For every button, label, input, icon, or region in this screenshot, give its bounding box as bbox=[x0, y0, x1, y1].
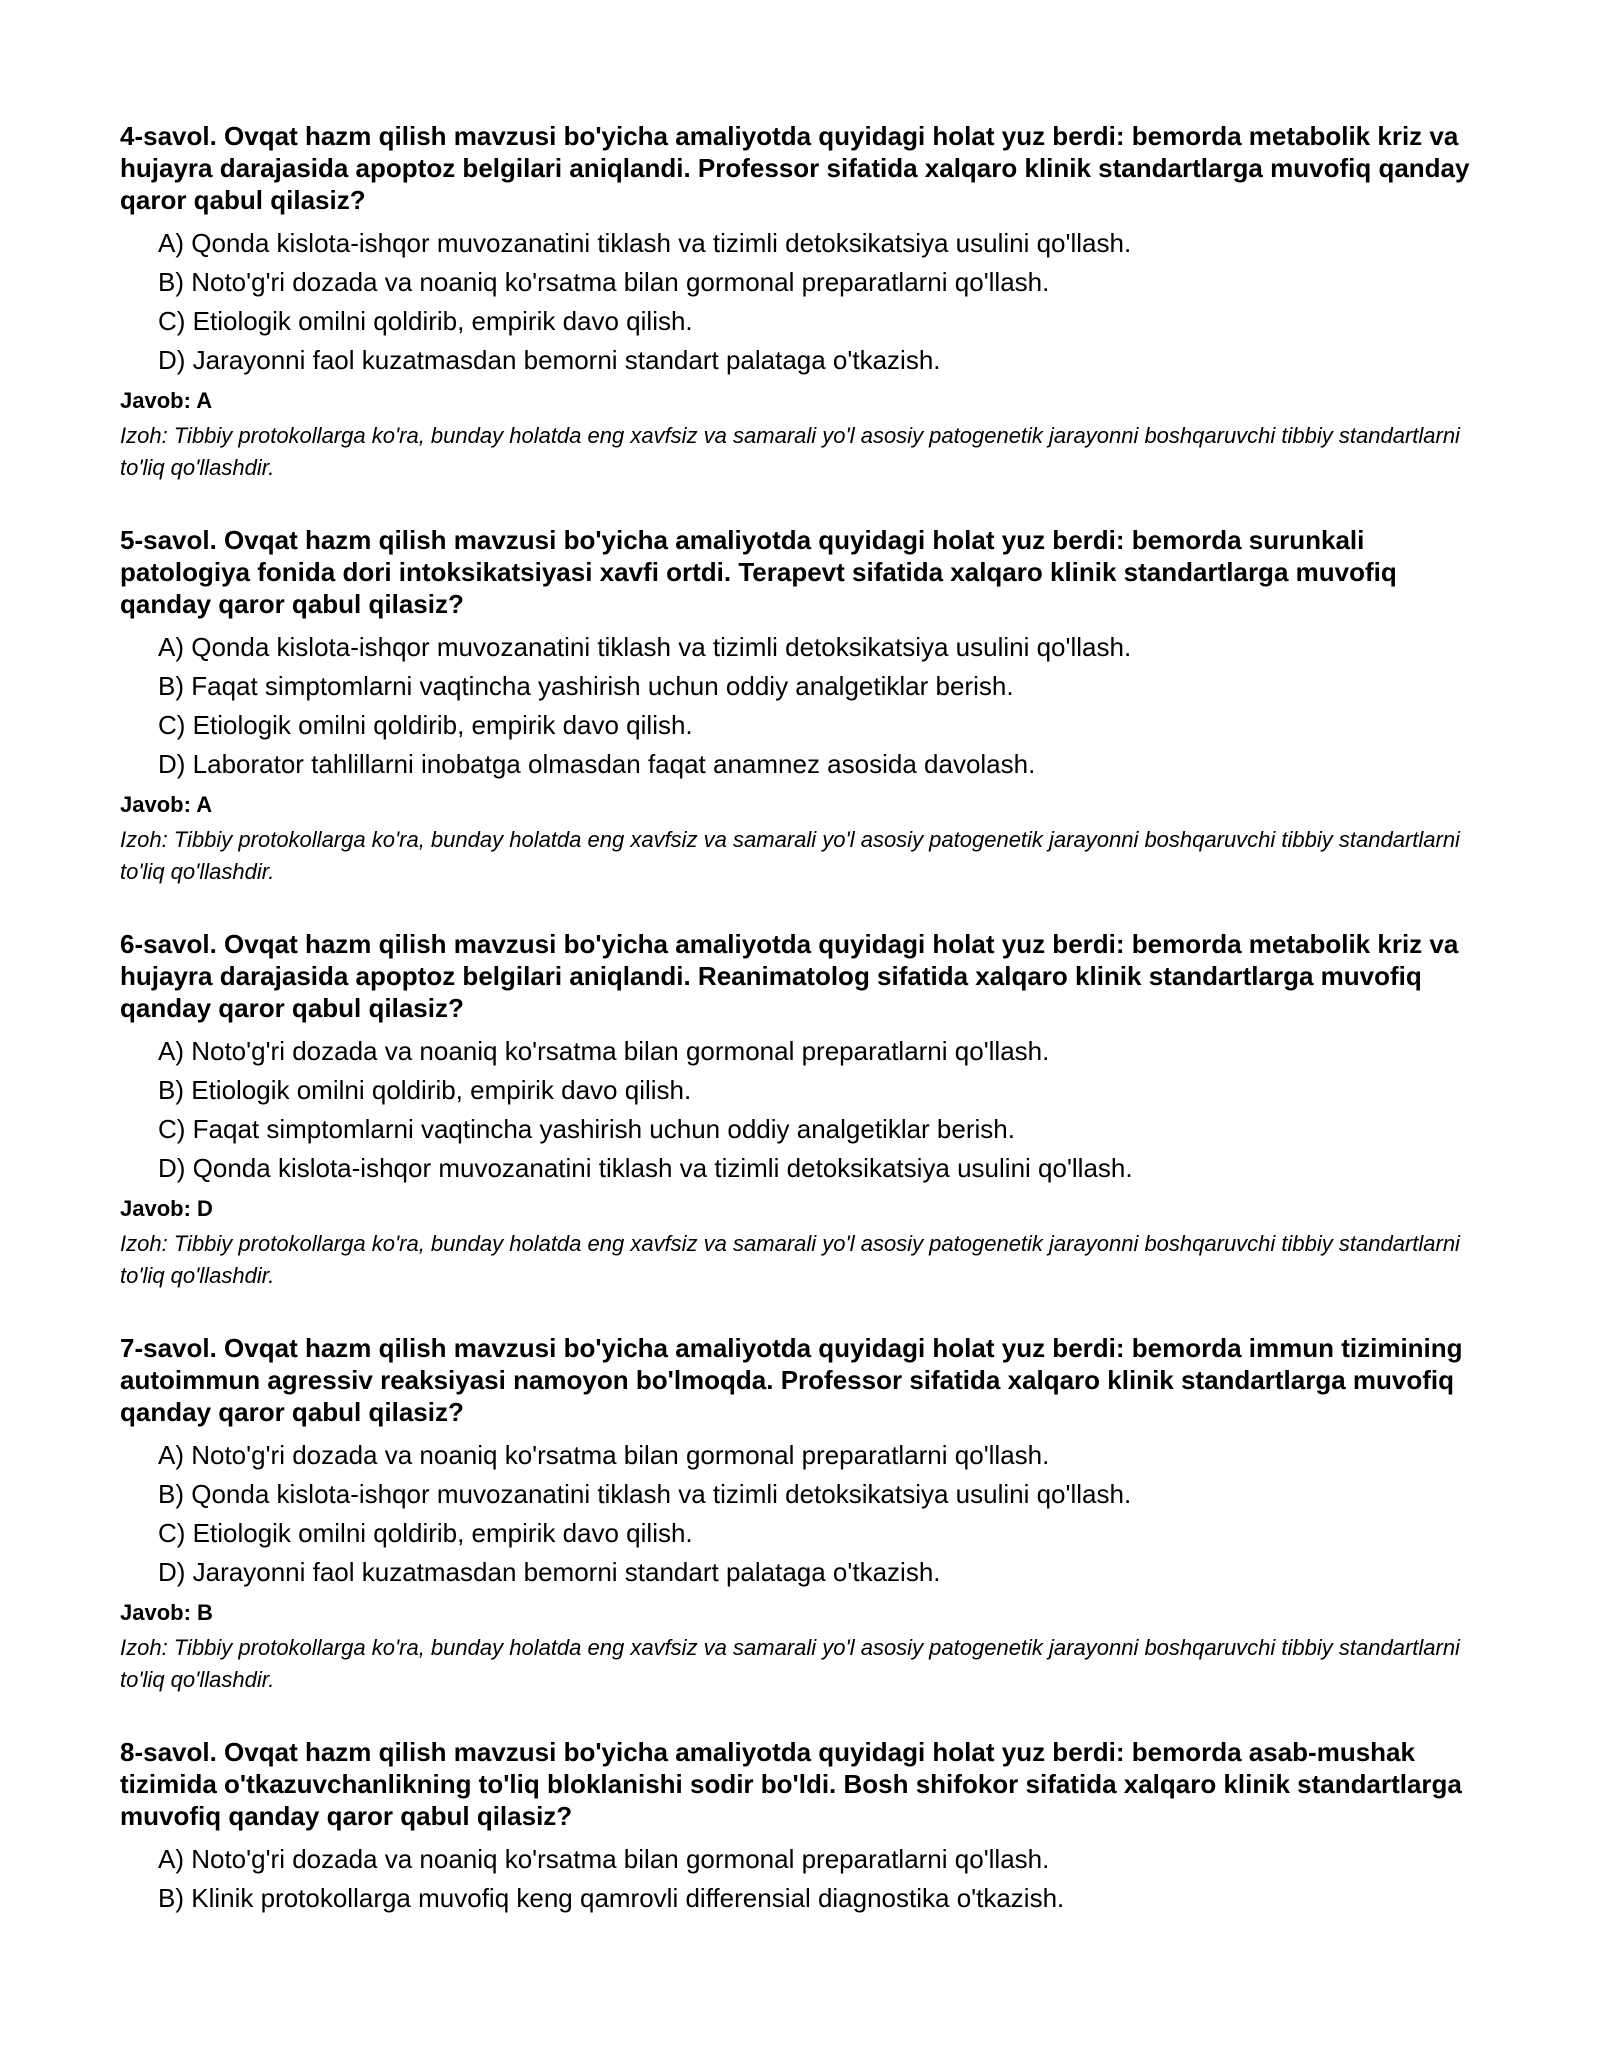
option-a: A) Noto'g'ri dozada va noaniq ko'rsatma bilan gormonal preparatlarni qo'llash. bbox=[158, 1844, 1050, 1874]
answer-label: Javob: D bbox=[120, 1196, 213, 1221]
option-c: C) Etiologik omilni qoldirib, empirik davo qilish. bbox=[158, 306, 693, 336]
explanation-note: Izoh: Tibbiy protokollarga ko'ra, bunday holatda eng xavfsiz va samarali yo'l asosiy patogenetik jarayonni boshqaruvchi tibbiy standartlarni to'liq qo'llashdir. bbox=[120, 1635, 1460, 1692]
answer-label: Javob: B bbox=[120, 1600, 213, 1625]
option-list bbox=[120, 1840, 1480, 1918]
option-a: A) Noto'g'ri dozada va noaniq ko'rsatma bilan gormonal preparatlarni qo'llash. bbox=[158, 1440, 1050, 1470]
question-title: 5-savol. Ovqat hazm qilish mavzusi bo'yicha amaliyotda quyidagi holat yuz berdi: bemorda surunkali patologiya fonida dori intoksikatsiyasi xavfi ortdi. Terapevt sifatida xalqaro klinik standartlarga muvofiq qanday qaror qabul qilasiz? bbox=[120, 525, 1397, 619]
option-d: D) Qonda kislota-ishqor muvozanatini tiklash va tizimli detoksikatsiya usulini qo'llash. bbox=[158, 1153, 1133, 1183]
option-d: D) Jarayonni faol kuzatmasdan bemorni standart palataga o'tkazish. bbox=[158, 1557, 941, 1587]
option-c: C) Etiologik omilni qoldirib, empirik davo qilish. bbox=[158, 1518, 693, 1548]
option-list bbox=[120, 1436, 1480, 1592]
question-title: 7-savol. Ovqat hazm qilish mavzusi bo'yicha amaliyotda quyidagi holat yuz berdi: bemorda immun tizimining autoimmun agressiv reaksiyasi namoyon bo'lmoqda. Professor sifatida xalqaro klinik standartlarga muvofiq qanday qaror qabul qilasiz? bbox=[120, 1333, 1463, 1427]
explanation-note: Izoh: Tibbiy protokollarga ko'ra, bunday holatda eng xavfsiz va samarali yo'l asosiy patogenetik jarayonni boshqaruvchi tibbiy standartlarni to'liq qo'llashdir. bbox=[120, 423, 1460, 480]
option-d: D) Jarayonni faol kuzatmasdan bemorni standart palataga o'tkazish. bbox=[158, 345, 941, 375]
explanation-note: Izoh: Tibbiy protokollarga ko'ra, bunday holatda eng xavfsiz va samarali yo'l asosiy patogenetik jarayonni boshqaruvchi tibbiy standartlarni to'liq qo'llashdir. bbox=[120, 827, 1460, 884]
option-list bbox=[120, 1032, 1480, 1188]
option-b: B) Qonda kislota-ishqor muvozanatini tiklash va tizimli detoksikatsiya usulini qo'llash. bbox=[158, 1479, 1132, 1509]
question-4 bbox=[120, 120, 1480, 484]
option-b: B) Noto'g'ri dozada va noaniq ko'rsatma bilan gormonal preparatlarni qo'llash. bbox=[158, 267, 1050, 297]
option-c: C) Faqat simptomlarni vaqtincha yashirish uchun oddiy analgetiklar berish. bbox=[158, 1114, 1015, 1144]
question-title: 8-savol. Ovqat hazm qilish mavzusi bo'yicha amaliyotda quyidagi holat yuz berdi: bemorda asab-mushak tizimida o'tkazuvchanlikning to'liq bloklanishi sodir bo'ldi. Bosh shifokor sifatida xalqaro klinik standartlarga muvofiq qanday qaror qabul qilasiz? bbox=[120, 1737, 1462, 1831]
option-list bbox=[120, 628, 1480, 784]
document-page bbox=[120, 120, 1480, 1958]
question-title: 4-savol. Ovqat hazm qilish mavzusi bo'yicha amaliyotda quyidagi holat yuz berdi: bemorda metabolik kriz va hujayra darajasida apoptoz belgilari aniqlandi. Professor sifatida xalqaro klinik standartlarga muvofiq qanday qaror qabul qilasiz? bbox=[120, 121, 1470, 215]
option-list bbox=[120, 224, 1480, 380]
question-title: 6-savol. Ovqat hazm qilish mavzusi bo'yicha amaliyotda quyidagi holat yuz berdi: bemorda metabolik kriz va hujayra darajasida apoptoz belgilari aniqlandi. Reanimatolog sifatida xalqaro klinik standartlarga muvofiq qanday qaror qabul qilasiz? bbox=[120, 929, 1459, 1023]
option-d: D) Laborator tahlillarni inobatga olmasdan faqat anamnez asosida davolash. bbox=[158, 749, 1036, 779]
question-5 bbox=[120, 524, 1480, 888]
answer-label: Javob: A bbox=[120, 388, 213, 413]
question-6 bbox=[120, 928, 1480, 1292]
option-b: B) Klinik protokollarga muvofiq keng qamrovli differensial diagnostika o'tkazish. bbox=[158, 1883, 1065, 1913]
question-8 bbox=[120, 1736, 1480, 1918]
explanation-note: Izoh: Tibbiy protokollarga ko'ra, bunday holatda eng xavfsiz va samarali yo'l asosiy patogenetik jarayonni boshqaruvchi tibbiy standartlarni to'liq qo'llashdir. bbox=[120, 1231, 1460, 1288]
option-b: B) Faqat simptomlarni vaqtincha yashirish uchun oddiy analgetiklar berish. bbox=[158, 671, 1014, 701]
question-7 bbox=[120, 1332, 1480, 1696]
option-c: C) Etiologik omilni qoldirib, empirik davo qilish. bbox=[158, 710, 693, 740]
option-a: A) Qonda kislota-ishqor muvozanatini tiklash va tizimli detoksikatsiya usulini qo'llash. bbox=[158, 632, 1132, 662]
option-b: B) Etiologik omilni qoldirib, empirik davo qilish. bbox=[158, 1075, 692, 1105]
option-a: A) Qonda kislota-ishqor muvozanatini tiklash va tizimli detoksikatsiya usulini qo'llash. bbox=[158, 228, 1132, 258]
option-a: A) Noto'g'ri dozada va noaniq ko'rsatma bilan gormonal preparatlarni qo'llash. bbox=[158, 1036, 1050, 1066]
answer-label: Javob: A bbox=[120, 792, 213, 817]
